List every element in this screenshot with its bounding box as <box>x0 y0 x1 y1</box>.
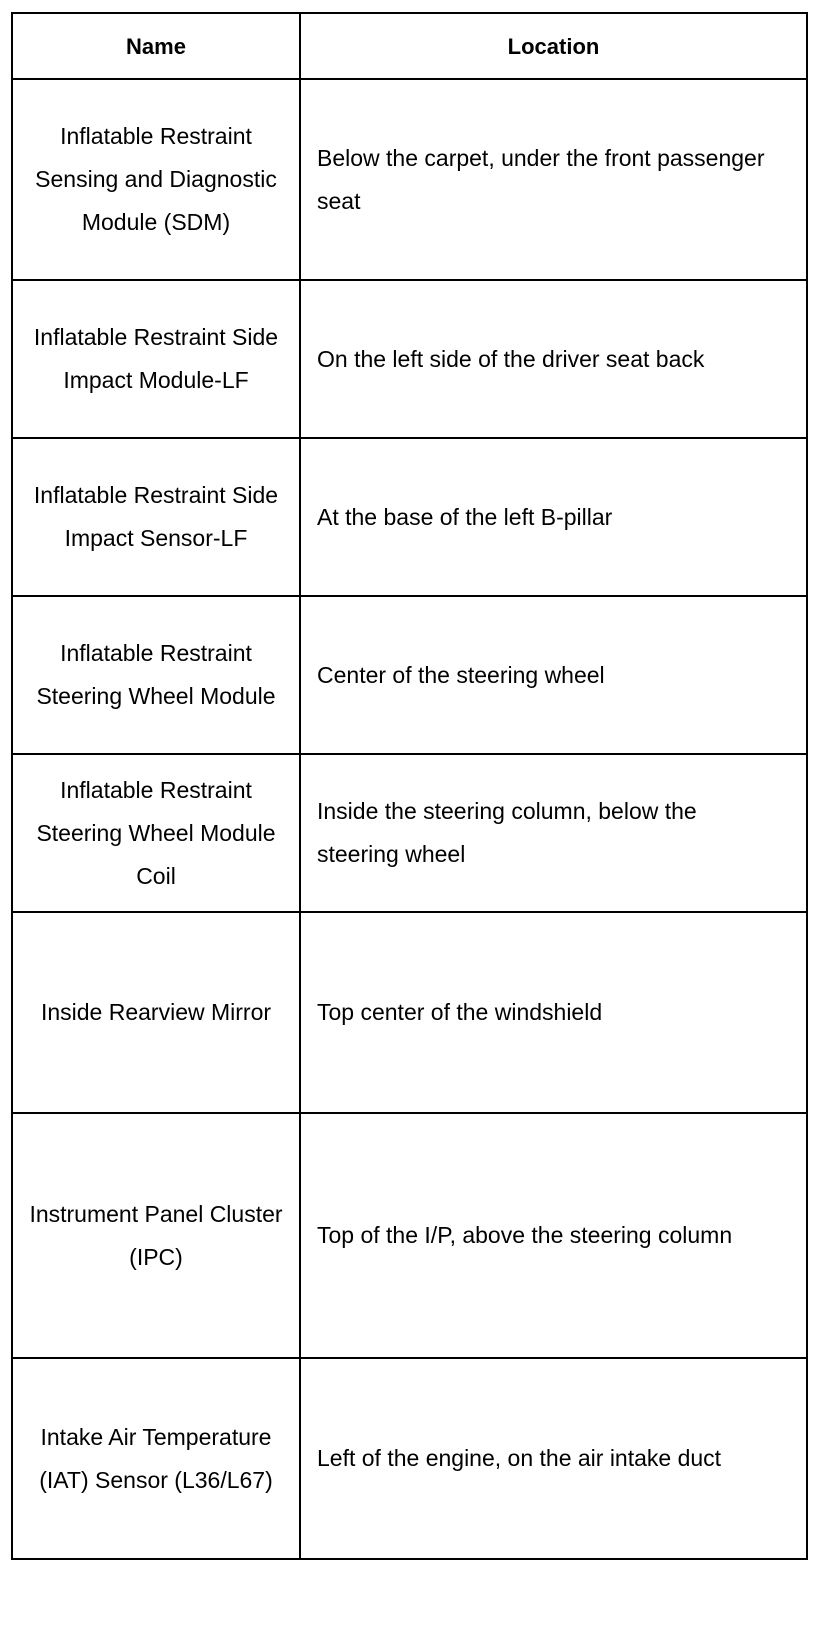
cell-name: Inflatable Restraint Steering Wheel Module Coil <box>12 754 300 912</box>
cell-name: Inflatable Restraint Steering Wheel Module <box>12 596 300 754</box>
cell-location: Left of the engine, on the air intake duct <box>300 1358 807 1559</box>
component-location-table-wrapper <box>11 12 806 1560</box>
table-row <box>12 912 807 1113</box>
table-row <box>12 438 807 596</box>
cell-location: On the left side of the driver seat back <box>300 280 807 438</box>
column-header-name: Name <box>12 13 300 79</box>
cell-location: Inside the steering column, below the steering wheel <box>300 754 807 912</box>
cell-location: Top of the I/P, above the steering column <box>300 1113 807 1358</box>
table-row <box>12 280 807 438</box>
cell-name: Inflatable Restraint Side Impact Module-LF <box>12 280 300 438</box>
column-header-location: Location <box>300 13 807 79</box>
cell-location: At the base of the left B-pillar <box>300 438 807 596</box>
table-row <box>12 79 807 280</box>
table-row <box>12 1358 807 1559</box>
cell-location: Top center of the windshield <box>300 912 807 1113</box>
cell-location: Below the carpet, under the front passenger seat <box>300 79 807 280</box>
table-header-row <box>12 13 807 79</box>
table-row <box>12 754 807 912</box>
cell-name: Inside Rearview Mirror <box>12 912 300 1113</box>
table-row <box>12 1113 807 1358</box>
cell-name: Intake Air Temperature (IAT) Sensor (L36/L67) <box>12 1358 300 1559</box>
cell-location: Center of the steering wheel <box>300 596 807 754</box>
cell-name: Instrument Panel Cluster (IPC) <box>12 1113 300 1358</box>
cell-name: Inflatable Restraint Side Impact Sensor-LF <box>12 438 300 596</box>
component-location-table <box>11 12 808 1560</box>
table-row <box>12 596 807 754</box>
cell-name: Inflatable Restraint Sensing and Diagnostic Module (SDM) <box>12 79 300 280</box>
